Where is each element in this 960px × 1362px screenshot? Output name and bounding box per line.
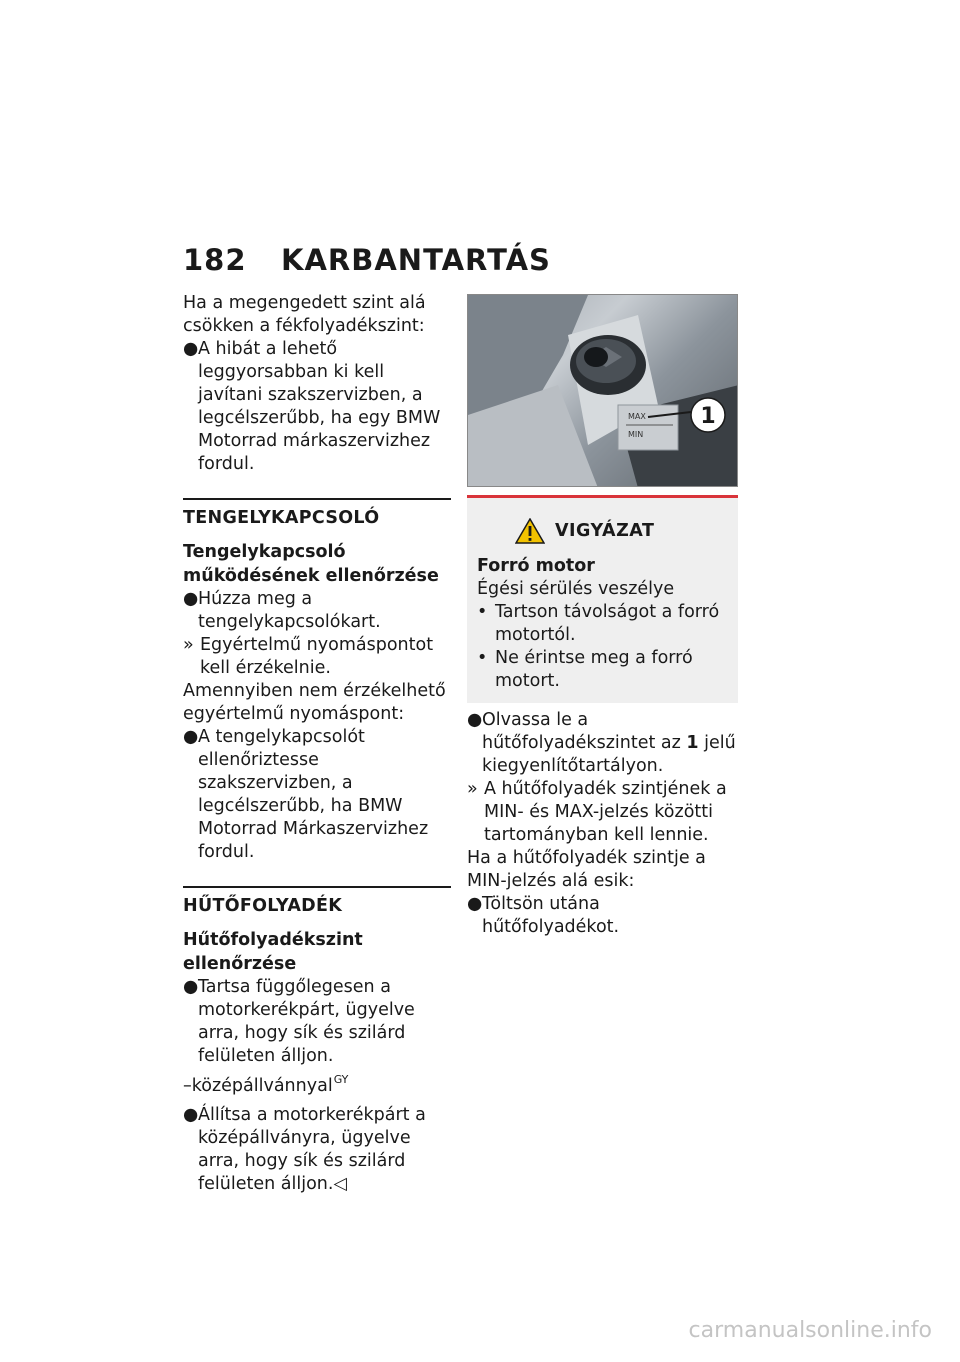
warning-item: • Ne érintse meg a forró motort. xyxy=(477,648,693,691)
option-line: –középállvánnyal$^{GY}$ xyxy=(183,1073,349,1096)
max-label: MAX xyxy=(628,412,646,421)
min-label: MIN xyxy=(628,430,644,439)
reference-number: 1 xyxy=(686,733,699,753)
bullet-item: ● Tartsa függőlegesen a motorkerékpárt, ügyelve arra, hogy sík és szilárd felületen álljon. xyxy=(183,977,415,1066)
bullet-icon: ● xyxy=(183,727,199,747)
bullet-item: ● Állítsa a motorkerékpárt a középállványra, ügyelve arra, hogy sík és szilárd felületen álljon.◁ xyxy=(183,1105,426,1194)
section-title-clutch: TENGELYKAPCSOLÓ xyxy=(183,508,380,528)
warning-box xyxy=(467,495,738,703)
subsection-title-clutch-check: Tengelykapcsoló működésének ellenőrzése xyxy=(183,542,439,586)
brake-fluid-intro: Ha a megengedett szint alá csökken a fékfolyadékszint: xyxy=(183,293,426,336)
section-title-coolant: HŰTŐFOLYADÉK xyxy=(183,896,343,916)
bullet-icon: ● xyxy=(183,977,199,997)
chapter-title: KARBANTARTÁS xyxy=(281,243,551,277)
section-divider xyxy=(183,886,451,888)
condition-text: Amennyiben nem érzékelhető egyértelmű nyomáspont: xyxy=(183,681,446,724)
right-column xyxy=(467,294,738,939)
page-header xyxy=(183,243,551,277)
section-divider xyxy=(183,498,451,500)
warning-header xyxy=(515,518,728,544)
bullet-icon: ● xyxy=(467,710,483,730)
bullet-icon: ● xyxy=(183,1105,199,1125)
bullet-item: ● Húzza meg a tengelykapcsolókart. xyxy=(183,589,381,632)
bullet-item: ● Olvassa le a hűtőfolyadékszintet az 1 jelű kiegyenlítőtartályon. xyxy=(467,710,736,776)
result-item: » A hűtőfolyadék szintjének a MIN- és MAX-jelzés közötti tartományban kell lennie. xyxy=(467,779,727,845)
bullet-icon: ● xyxy=(467,894,483,914)
coolant-instructions xyxy=(467,709,738,939)
bullet-icon: ● xyxy=(183,589,199,609)
warning-title: VIGYÁZAT xyxy=(555,521,655,541)
subsection-title-coolant-check: Hűtőfolyadékszint ellenőrzése xyxy=(183,930,363,974)
bullet-icon: • xyxy=(477,602,488,622)
bullet-icon: • xyxy=(477,648,488,668)
reservoir-illustration xyxy=(468,295,738,487)
end-mark-icon: ◁ xyxy=(333,1174,347,1194)
result-arrow-icon: » xyxy=(467,779,478,799)
option-superscript: GY xyxy=(333,1073,349,1086)
warning-item: • Tartson távolságot a forró motortól. xyxy=(477,602,720,645)
bullet-item: ● Töltsön utána hűtőfolyadékot. xyxy=(467,894,620,937)
result-arrow-icon: » xyxy=(183,635,194,655)
watermark: carmanualsonline.info xyxy=(688,1318,932,1343)
bullet-item: ● A tengelykapcsolót ellenőriztesse szakszervizben, a legcélszerűbb, ha BMW Motorrad Márkaszervizhez fordul. xyxy=(183,727,429,862)
condition-text: Ha a hűtőfolyadék szintje a MIN-jelzés alá esik: xyxy=(467,848,706,891)
result-item: » Egyértelmű nyomáspontot kell érzékelnie. xyxy=(183,635,434,678)
page-number: 182 xyxy=(183,243,247,277)
left-column xyxy=(183,292,451,1196)
warning-text: Égési sérülés veszélye xyxy=(477,579,675,599)
warning-triangle-icon xyxy=(515,518,545,544)
bullet-item: ● A hibát a lehető leggyorsabban ki kell javítani szakszervizben, a legcélszerűbb, ha egy BMW Motorrad márkaszervizhez fordul. xyxy=(183,339,441,474)
warning-heading: Forró motor xyxy=(477,556,595,576)
callout-number: 1 xyxy=(700,404,716,429)
coolant-reservoir-photo xyxy=(467,294,738,487)
bullet-icon: ● xyxy=(183,339,199,359)
